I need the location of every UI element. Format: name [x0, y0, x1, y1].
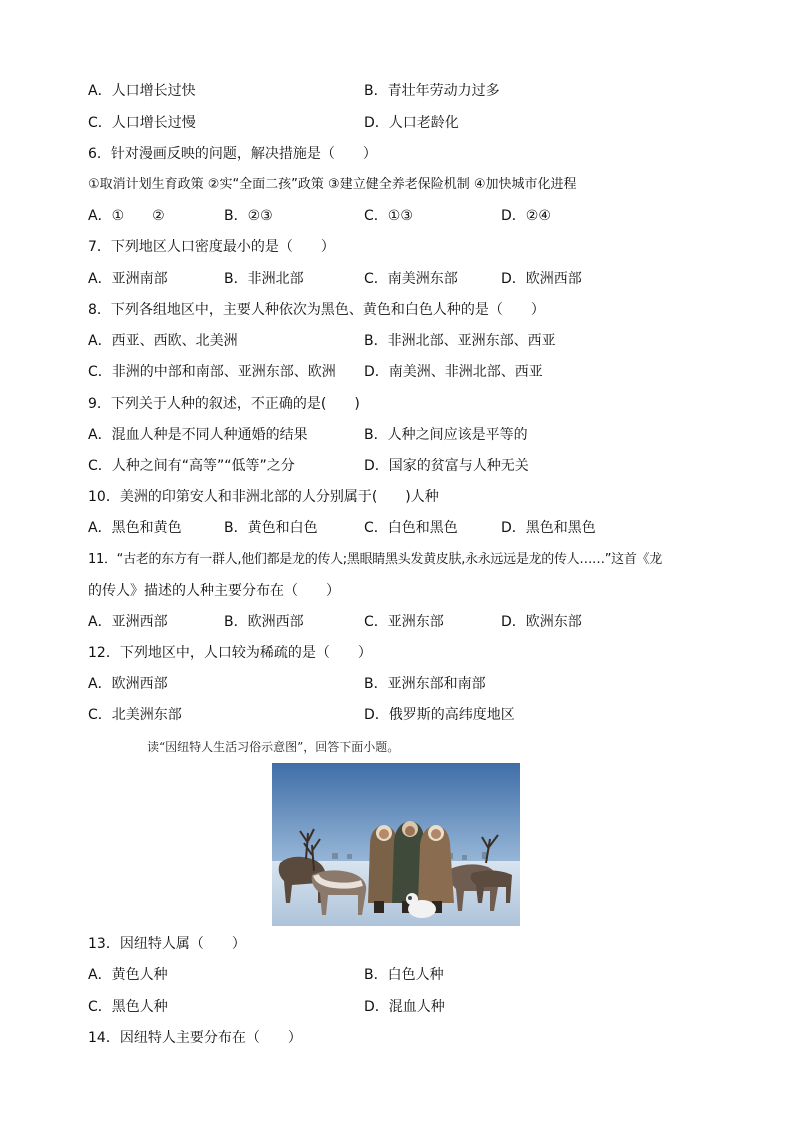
q11-stem-line-1: 11．“古老的东方有一群人,他们都是龙的传人;黑眼睛黑头发黄皮肤,永永远远是龙的传人……”这首《龙 — [88, 552, 662, 567]
q10-option-b: B．黄色和白色 — [224, 520, 318, 536]
inuit-photo — [272, 763, 520, 926]
q11-option-c: C．亚洲东部 — [364, 614, 444, 630]
q6-option-b: B．②③ — [224, 208, 273, 224]
q8-option-a: A．西亚、西欧、北美洲 — [88, 333, 238, 349]
q11-stem-line-2: 的传人》描述的人种主要分布在（ ） — [88, 583, 340, 599]
q12-option-b: B．亚洲东部和南部 — [364, 676, 486, 692]
q11-option-a: A．亚洲西部 — [88, 614, 168, 630]
q5-option-a: A．人口增长过快 — [88, 83, 196, 99]
q10-stem: 10．美洲的印第安人和非洲北部的人分别属于( )人种 — [88, 489, 439, 505]
q6-option-a: A．① ② — [88, 208, 165, 224]
q9-stem: 9．下列关于人种的叙述，不正确的是( ) — [88, 396, 360, 412]
q5-option-d: D．人口老龄化 — [364, 115, 459, 131]
q13-option-b: B．白色人种 — [364, 967, 444, 983]
q8-stem: 8．下列各组地区中，主要人种依次为黑色、黄色和白色人种的是（ ） — [88, 302, 545, 318]
q13-option-d: D．混血人种 — [364, 999, 445, 1015]
q6-stem: 6．针对漫画反映的问题，解决措施是（ ） — [88, 146, 377, 162]
q7-option-c: C．南美洲东部 — [364, 271, 458, 287]
q12-option-d: D．俄罗斯的高纬度地区 — [364, 707, 515, 723]
q6-statements: ①取消计划生育政策 ②实“全面二孩”政策 ③建立健全养老保险机制 ④加快城市化进程 — [88, 177, 577, 192]
q7-option-a: A．亚洲南部 — [88, 271, 168, 287]
q9-option-d: D．国家的贫富与人种无关 — [364, 458, 529, 474]
q9-option-c: C．人种之间有“高等”“低等”之分 — [88, 458, 295, 474]
q12-option-a: A．欧洲西部 — [88, 676, 168, 692]
q7-option-d: D．欧洲西部 — [501, 271, 582, 287]
q12-stem: 12．下列地区中，人口较为稀疏的是（ ） — [88, 645, 372, 661]
q12-option-c: C．北美洲东部 — [88, 707, 182, 723]
q5-option-b: B．青壮年劳动力过多 — [364, 83, 500, 99]
q8-option-d: D．南美洲、非洲北部、西亚 — [364, 364, 543, 380]
q11-option-d: D．欧洲东部 — [501, 614, 582, 630]
figure-caption: 读“因纽特人生活习俗示意图”，回答下面小题。 — [147, 740, 400, 754]
q9-option-b: B．人种之间应该是平等的 — [364, 427, 528, 443]
q6-option-d: D．②④ — [501, 208, 551, 224]
q8-option-b: B．非洲北部、亚洲东部、西亚 — [364, 333, 556, 349]
q7-stem: 7．下列地区人口密度最小的是（ ） — [88, 239, 335, 255]
q10-option-a: A．黑色和黄色 — [88, 520, 182, 536]
q8-option-c: C．非洲的中部和南部、亚洲东部、欧洲 — [88, 364, 336, 380]
q13-stem: 13．因纽特人属（ ） — [88, 936, 246, 952]
q5-option-c: C．人口增长过慢 — [88, 115, 196, 131]
q7-option-b: B．非洲北部 — [224, 271, 304, 287]
q14-stem: 14．因纽特人主要分布在（ ） — [88, 1030, 302, 1046]
q13-option-c: C．黑色人种 — [88, 999, 168, 1015]
q13-option-a: A．黄色人种 — [88, 967, 168, 983]
q6-option-c: C．①③ — [364, 208, 413, 224]
q10-option-c: C．白色和黑色 — [364, 520, 458, 536]
q10-option-d: D．黑色和黑色 — [501, 520, 596, 536]
q11-option-b: B．欧洲西部 — [224, 614, 304, 630]
q9-option-a: A．混血人种是不同人种通婚的结果 — [88, 427, 308, 443]
